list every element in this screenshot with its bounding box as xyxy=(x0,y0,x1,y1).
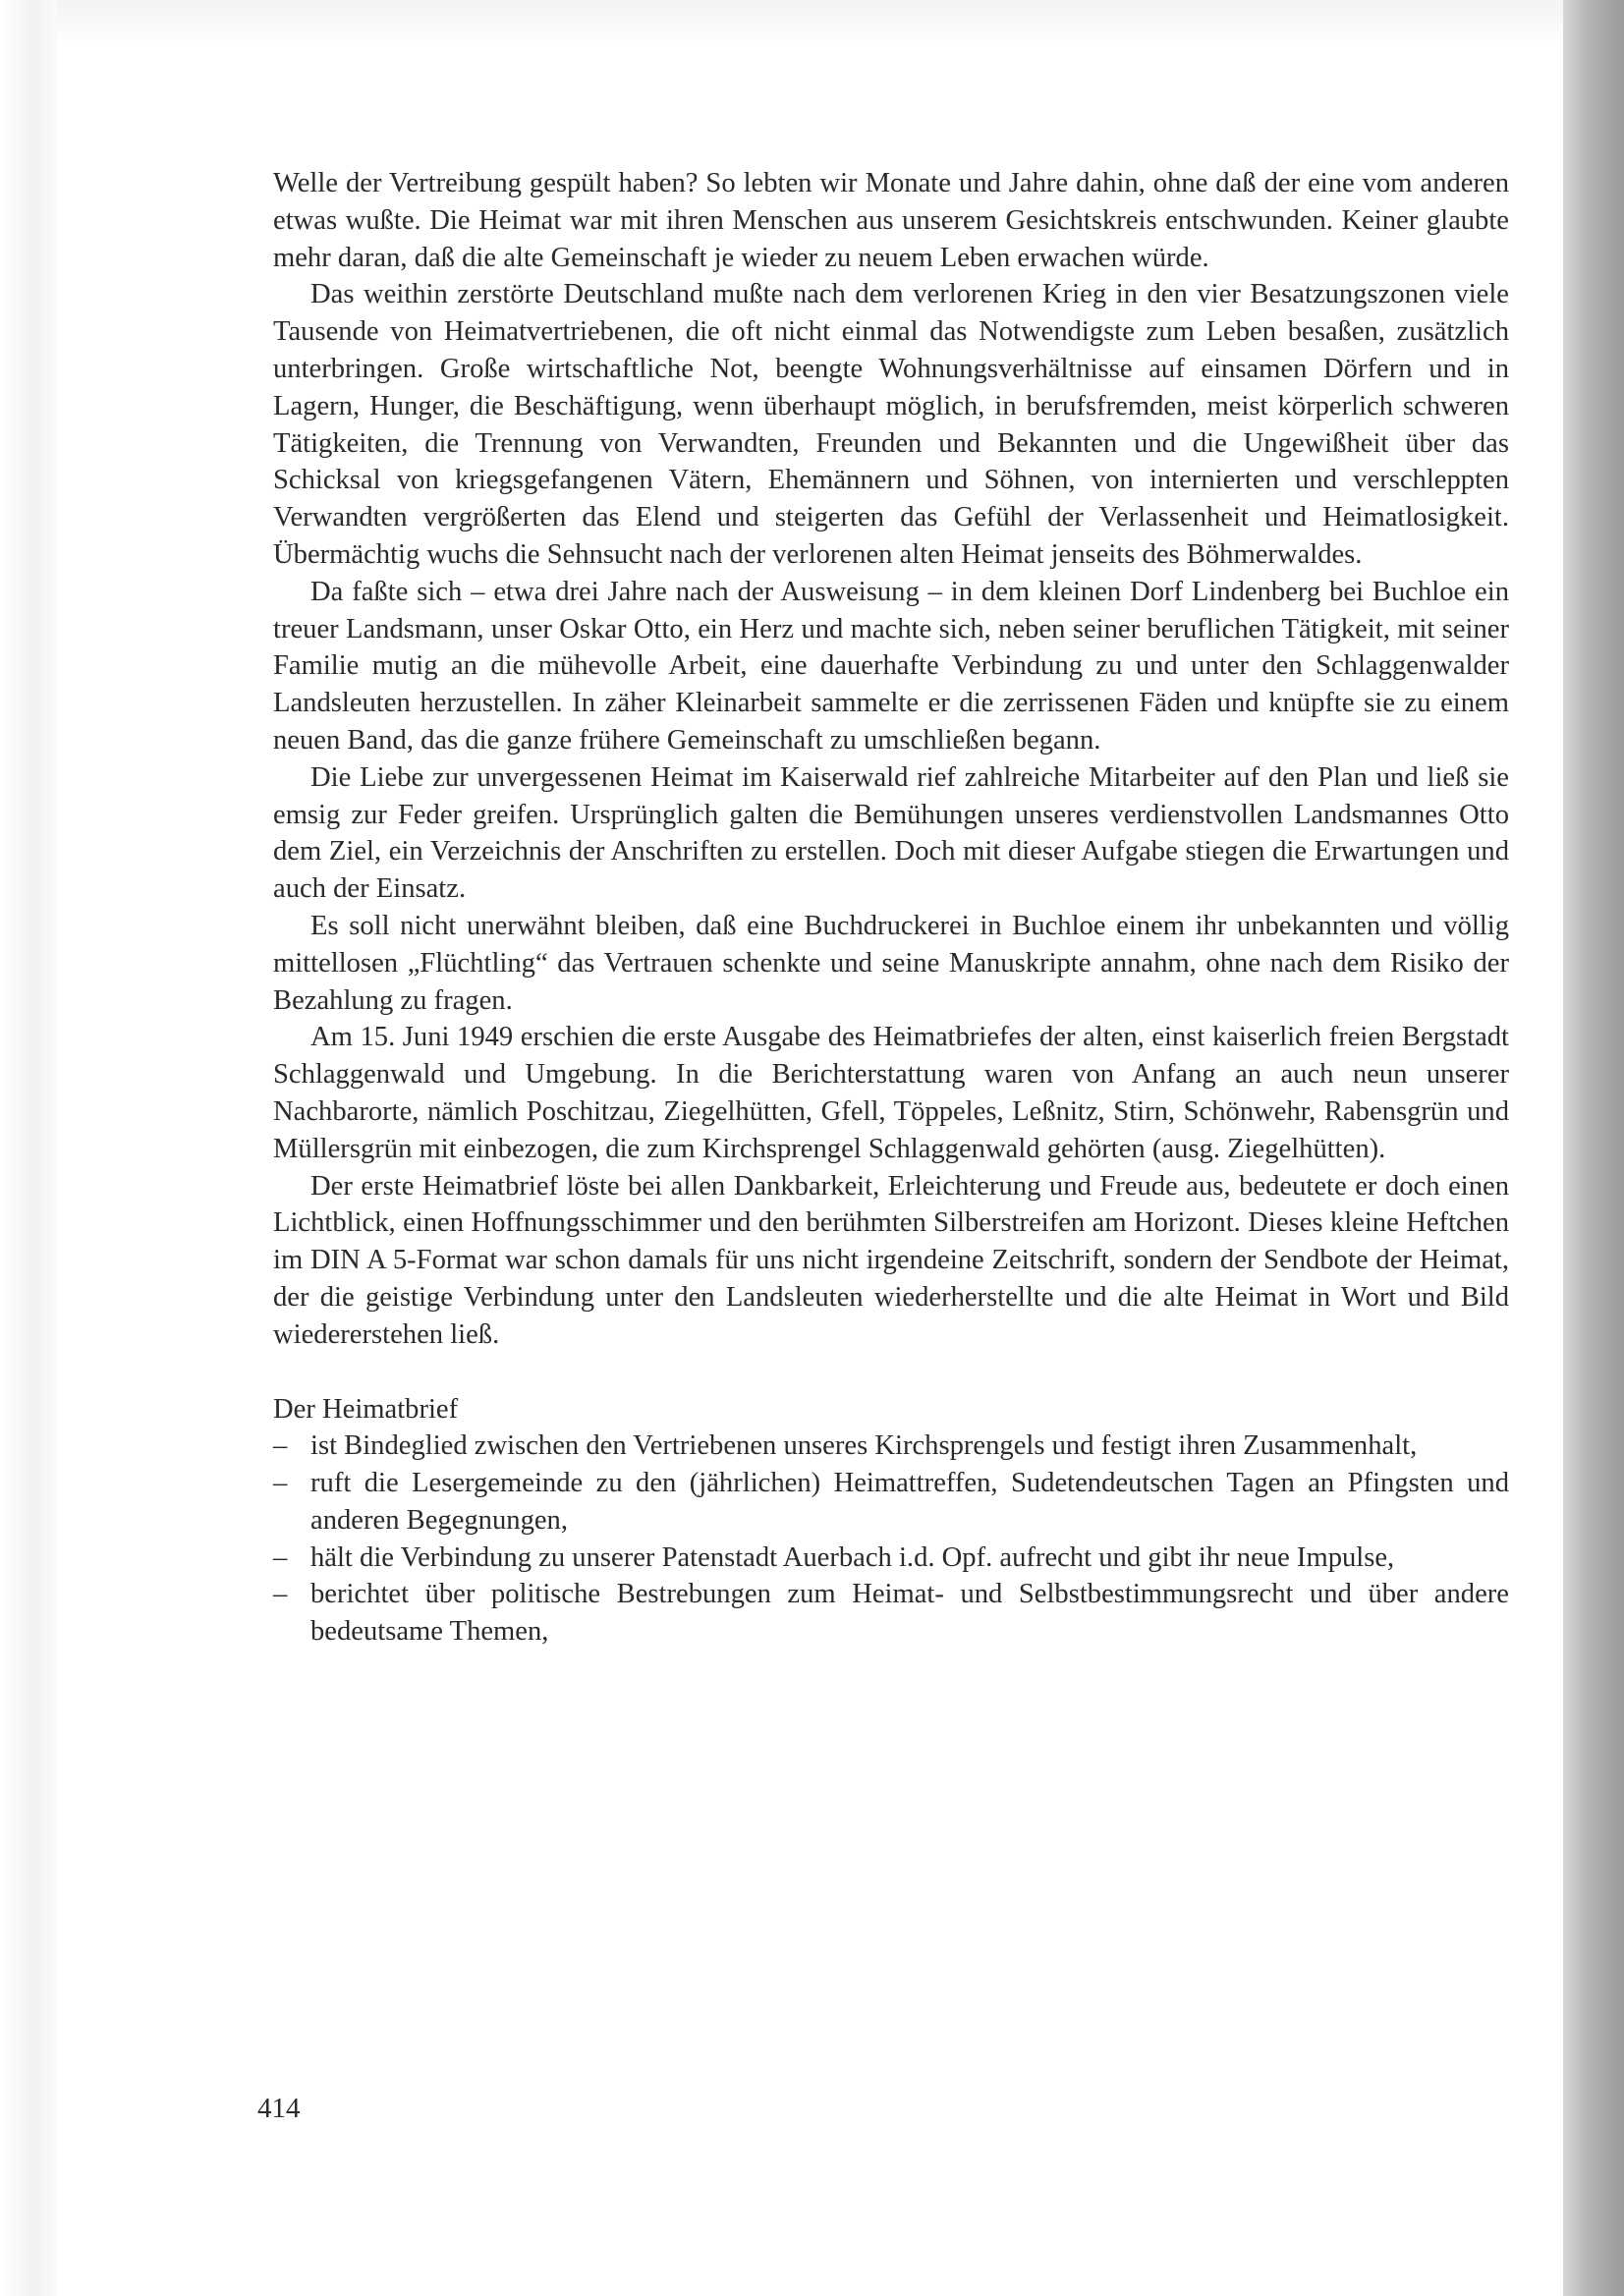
paragraph-5: Es soll nicht unerwähnt bleiben, daß eine Buchdruckerei in Buchloe einem ihr unbekannten und völlig mittellosen „Flüchtling“ das Vertrauen schenkte und seine Manuskripte annahm, ohne nach dem Risiko der Bezahlung zu fragen. xyxy=(273,910,1509,1016)
paragraph-6: Am 15. Juni 1949 erschien die erste Ausgabe des Heimatbriefes der alten, einst kaiserlich freien Bergstadt Schlaggenwald und Umgebung. In die Berichterstattung waren von Anfang an auch neun unserer Nachbarorte, nämlich Poschitzau, Ziegelhütten, Gfell, Töppeles, Leßnitz, Stirn, Schönwehr, Rabensgrün und Müllersgrün mit einbezogen, die zum Kirchsprengel Schlaggenwald gehörten (ausg. Ziegelhütten). xyxy=(273,1022,1509,1164)
list-item-text: ist Bindeglied zwischen den Vertriebenen unseres Kirchsprengels und festigt ihren Zusammenhalt, xyxy=(310,1430,1418,1462)
dash-bullet: – xyxy=(273,1579,288,1610)
list-item xyxy=(273,1428,1509,1465)
dash-bullet: – xyxy=(273,1468,288,1499)
dash-bullet: – xyxy=(273,1541,288,1573)
paragraph-1: Welle der Vertreibung gespült haben? So lebten wir Monate und Jahre dahin, ohne daß der eine vom anderen etwas wußte. Die Heimat war mit ihren Menschen aus unserem Gesichtskreis entschwunden. Keiner glaubte mehr daran, daß die alte Gemeinschaft je wieder zu neuem Leben erwachen würde. xyxy=(273,168,1509,273)
scan-edge-left xyxy=(0,0,57,2296)
section-title: Der Heimatbrief xyxy=(273,1393,459,1425)
paragraph-7: Der erste Heimatbrief löste bei allen Dankbarkeit, Erleichterung und Freude aus, bedeutete er doch einen Lichtblick, einen Hoffnungsschimmer und den berühmten Silberstreifen am Horizont. Dieses kleine Heftchen im DIN A 5-Format war schon damals für uns nicht irgendeine Zeitschrift, sondern der Sendbote der Heimat, der die geistige Verbindung unter den Landsleuten wiederherstellte und die alte Heimat in Wort und Bild wiedererstehen ließ. xyxy=(273,1170,1509,1350)
dash-list xyxy=(273,1428,1509,1651)
scan-edge-top xyxy=(57,0,1563,47)
list-item xyxy=(273,1465,1509,1540)
list-item xyxy=(273,1540,1509,1577)
page-number: 414 xyxy=(257,2093,301,2124)
body-text xyxy=(273,165,1509,1651)
paragraph-2: Das weithin zerstörte Deutschland mußte nach dem verlorenen Krieg in den vier Besatzungszonen viele Tausende von Heimatvertriebenen, die oft nicht einmal das Notwendigste zum Leben besaßen, zusätzlich unterbringen. Große wirtschaftliche Not, beengte Wohnungsverhältnisse auf einsamen Dörfern und in Lagern, Hunger, die Beschäftigung, wenn überhaupt möglich, in berufsfremden, meist körperlich schweren Tätigkeiten, die Trennung von Verwandten, Freunden und Bekannten und die Ungewißheit über das Schicksal von kriegsgefangenen Vätern, Ehemännern und Söhnen, von internierten und verschleppten Verwandten vergrößerten das Elend und steigerten das Gefühl der Verlassenheit und Heimatlosigkeit. Übermächtig wuchs die Sehnsucht nach der verlorenen alten Heimat jenseits des Böhmerwaldes. xyxy=(273,279,1509,570)
list-item-text: berichtet über politische Bestrebungen zum Heimat- und Selbstbestimmungsrecht und über andere bedeutsame Themen, xyxy=(310,1579,1509,1648)
paragraph-4: Die Liebe zur unvergessenen Heimat im Kaiserwald rief zahlreiche Mitarbeiter auf den Plan und ließ sie emsig zur Feder greifen. Ursprünglich galten die Bemühungen unseres verdienstvollen Landsmannes Otto dem Ziel, ein Verzeichnis der Anschriften zu erstellen. Doch mit dieser Aufgabe stiegen die Erwartungen und auch der Einsatz. xyxy=(273,761,1509,905)
paragraph-3: Da faßte sich – etwa drei Jahre nach der Ausweisung – in dem kleinen Dorf Lindenberg bei Buchloe ein treuer Landsmann, unser Oskar Otto, ein Herz und machte sich, neben seiner beruflichen Tätigkeit, mit seiner Familie mutig an die mühevolle Arbeit, eine dauerhafte Verbindung zu und unter den Schlaggenwalder Landsleuten herzustellen. In zäher Kleinarbeit sammelte er die zerrissenen Fäden und knüpfte sie zu einem neuen Band, das die ganze frühere Gemeinschaft zu umschließen begann. xyxy=(273,576,1509,756)
list-item-text: hält die Verbindung zu unserer Patenstadt Auerbach i.d. Opf. aufrecht und gibt ihr neue Impulse, xyxy=(310,1541,1395,1573)
scan-edge-right xyxy=(1563,0,1624,2296)
list-item-text: ruft die Lesergemeinde zu den (jährlichen) Heimattreffen, Sudetendeutschen Tagen an Pfingsten und anderen Begegnungen, xyxy=(310,1468,1509,1536)
heimatbrief-section xyxy=(273,1391,1509,1652)
list-item xyxy=(273,1576,1509,1651)
dash-bullet: – xyxy=(273,1430,288,1462)
document-page xyxy=(273,165,1509,1651)
